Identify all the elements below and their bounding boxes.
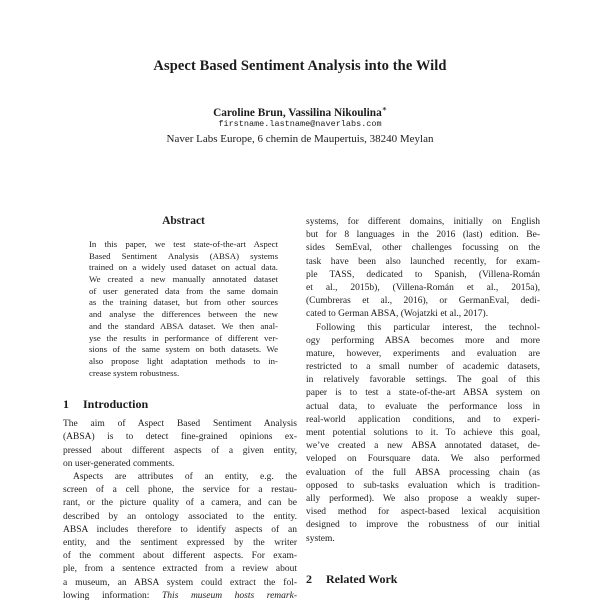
text-line: paper is to test a state-of-the-art ABSA system on [306,388,540,399]
author-line [0,104,600,119]
text-line: rant, or the picture quality of a camera, and can be [63,498,297,509]
section-heading [306,572,540,586]
text-line: of user generated data from the same domain [89,285,278,296]
text-line [63,590,297,600]
text-line: (Cumbreras et al., 2016), or GermanEval, dedi- [306,296,540,307]
text-line: restricted to a small number of academic datasets, [306,362,540,373]
section-number: 2 [306,571,312,586]
paragraph [63,418,297,471]
text-line: opposed to sub-tasks evaluation which is tradition- [306,480,540,491]
italic-text: This museum hosts remark- [162,590,297,600]
text-line: crease system robustness. [89,367,180,378]
text-line: actual data, to evaluate the performance loss in [306,401,540,412]
text-line: on user-generated comments. [63,458,175,469]
text-line: systems, for different domains, initially on English [306,217,540,227]
author-affiliation: Naver Labs Europe, 6 chemin de Maupertuis, 38240 Meylan [166,133,434,145]
paper-title: Aspect Based Sentiment Analysis into the Wild [153,58,447,74]
text-line: ABSA includes therefore to identify aspects of an [63,524,297,535]
text-line: described by an ontology associated to the entity. [63,511,297,522]
author-names: Caroline Brun, Vassilina Nikoulina [213,106,382,119]
text-line: designed to improve the robustness of our initial [306,520,540,531]
text-line: but for 8 languages in the 2016 (last) edition. Be- [306,230,540,241]
text-line: et al., 2015b), (Villena-Román et al., 2015a), [306,282,540,293]
text-line: Following this particular interest, the technol- [316,322,540,333]
text-line: sides SemEval, other challenges focussing on the [306,243,540,254]
text-line: ally performed). We also propose a weakly super- [306,493,540,504]
text-line: sions of the same system on both datasets. We [89,344,278,355]
section-number: 1 [63,397,69,412]
paragraph [89,239,278,379]
text-line: of the comment about different aspects. For exam- [63,551,297,562]
text-line: trained on a widely used dataset on actual data. [89,262,278,273]
section-title: Related Work [326,571,398,586]
abstract-heading: Abstract [162,215,205,227]
author-footnote-marker: ∗ [381,104,387,113]
text-line: cated to German ABSA, (Wojatzki et al., 2017). [306,309,489,320]
text-line: yse the results in performance of different ver- [89,332,278,343]
text-line: screen of a cell phone, the service for a restau- [63,485,297,496]
section-heading [63,397,297,411]
text-line: and analyse the differences between the new [89,309,278,320]
text-line: system. [306,533,335,544]
text-line: (ABSA) is to detect fine-grained opinions ex- [63,432,297,443]
right-column [306,216,540,600]
section-title: Introduction [83,397,149,412]
left-column [63,213,297,600]
plain-text: lowing information: [63,590,163,600]
text-line: a museum, an ABSA system could extract the fol- [63,577,297,588]
text-line: mature, however, experiments and evaluation are [306,348,540,359]
text-line: veloped on Foursquare data. We also performed [306,454,540,465]
text-line: We created a new manually annotated dataset [89,274,278,285]
paragraph [63,471,297,600]
text-line: we’ve created a new ABSA annotated dataset, de- [306,441,540,452]
text-line: ment potential solutions to it. To achieve this goal, [306,428,540,438]
paragraph [306,322,540,546]
text-line: Based Sentiment Analysis (ABSA) systems [89,250,278,261]
text-line: and the standard ABSA dataset. We then anal- [89,320,278,331]
paragraph [306,216,540,322]
text-line: The aim of Aspect Based Sentiment Analysis [63,419,297,430]
text-line: as the training dataset, but from other sources [89,297,278,308]
text-line: pressed about different aspects of a given entity, [63,445,297,456]
text-line: task have been also launched recently, for exam- [306,256,540,267]
text-line: ple TASS, dedicated to Spanish, (Villena-Román [306,269,540,280]
text-line: vised method for aspect-based lexical acquisition [306,507,540,518]
text-line: ogy performing ABSA becomes more and more [306,335,540,346]
text-line: evaluation of the full ABSA processing chain (as [306,467,540,478]
text-line: In this paper, we test state-of-the-art Aspect [89,239,278,249]
text-line: also propose light adaptation methods to in- [89,355,278,366]
text-line: ple, from a sentence extracted from a review about [63,564,297,575]
author-email: firstname.lastname@naverlabs.com [218,119,382,129]
text-line: in relatively favorable settings. The goal of this [306,375,540,386]
text-line: entity, and the sentiment expressed by the writer [63,537,297,548]
text-line: Aspects are attributes of an entity, e.g. the [73,472,297,482]
text-line: real-world application conditions, and to experi- [306,414,540,425]
